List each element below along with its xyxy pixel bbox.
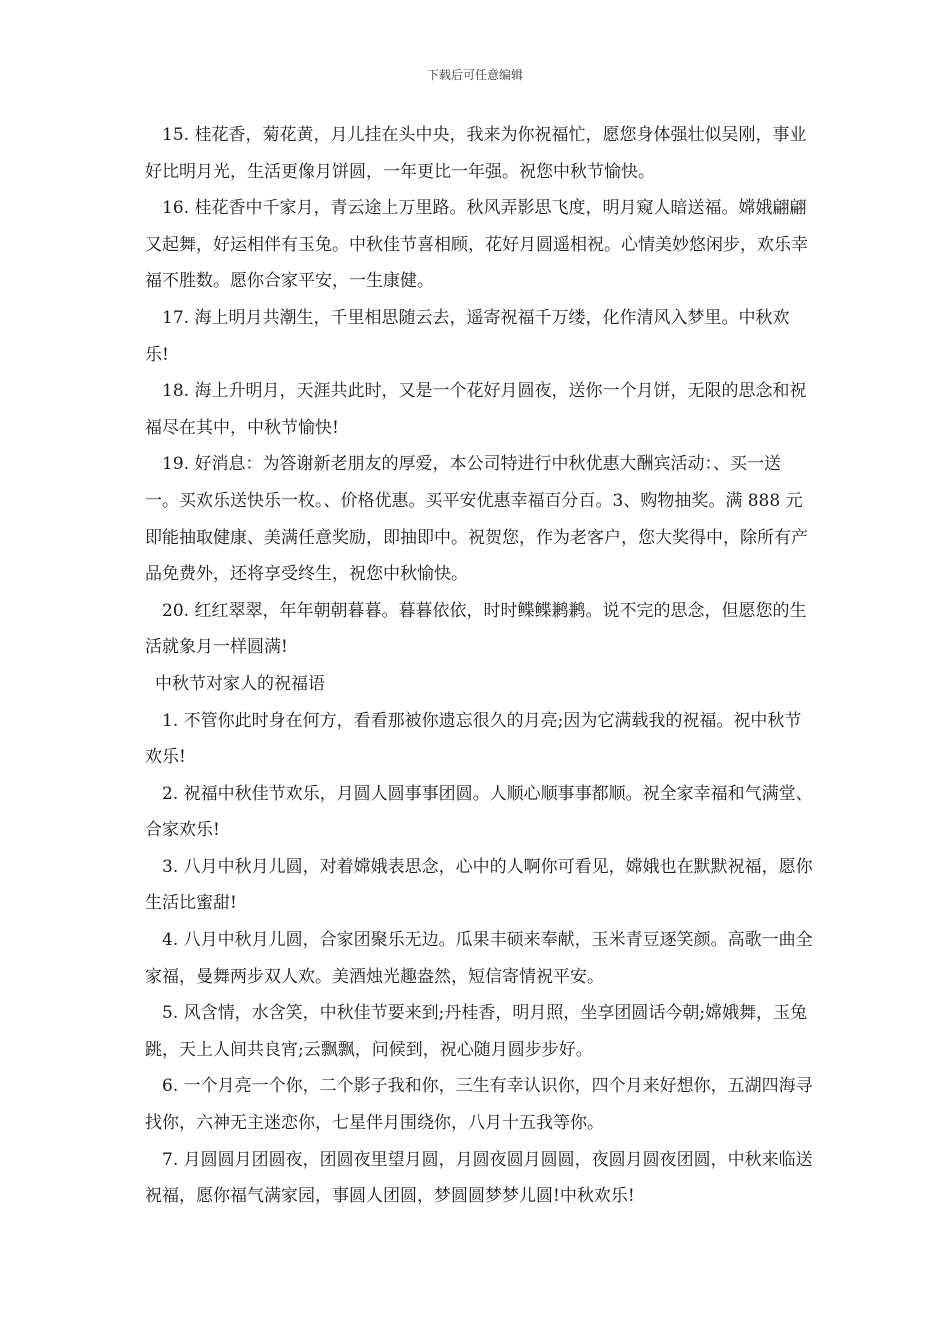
family-greeting-4: 4. 八月中秋月儿圆，合家团聚乐无边。瓜果丰硕来奉献，玉米青豆逐笑颜。高歌一曲全家福，曼舞两步双人欢。美酒烛光趣盎然，短信寄情祝平安。	[145, 930, 813, 987]
page-header: 下载后可任意编辑	[426, 68, 523, 82]
section-title: 中秋节对家人的祝福语	[155, 673, 325, 694]
paragraph-17: 17. 海上明月共潮生，千里相思随云去，遥寄祝福千万缕，化作清风入梦里。中秋欢乐!	[145, 307, 790, 365]
paragraph-15: 15. 桂花香，菊花黄，月儿挂在头中央，我来为你祝福忙，愿您身体强壮似吴刚，事业好比明月光，生活更像月饼圆，一年更比一年强。祝您中秋节愉快。	[145, 125, 807, 182]
family-greeting-5: 5. 风含情，水含笑，中秋佳节要来到;丹桂香，明月照，坐享团圆话今朝;嫦娥舞，玉兔跳，天上人间共良宵;云飘飘，问候到，祝心随月圆步步好。	[145, 1003, 808, 1060]
family-greeting-7: 7. 月圆圆月团圆夜，团圆夜里望月圆，月圆夜圆月圆圆，夜圆月圆夜团圆，中秋来临送祝福，愿你福气满家园，事圆人团圆，梦圆圆梦梦儿圆!中秋欢乐!	[145, 1149, 813, 1207]
family-greeting-1: 1. 不管你此时身在何方，看看那被你遗忘很久的月亮;因为它满载我的祝福。祝中秋节欢乐!	[145, 710, 802, 768]
family-greeting-3: 3. 八月中秋月儿圆，对着嫦娥表思念，心中的人啊你可看见，嫦娥也在默默祝福，愿你生活比蜜甜!	[145, 856, 813, 914]
paragraph-19: 19. 好消息：为答谢新老朋友的厚爱，本公司特进行中秋优惠大酬宾活动：、买一送一。买欢乐送快乐一枚。、价格优惠。买平安优惠幸福百分百。3、购物抽奖。满 888 元即能抽取健康、美满任意奖励，即抽即中。祝贺您，作为老客户，您大奖得中，除所有产品免费外，还将享受终生，祝您中秋愉快。	[145, 454, 808, 585]
paragraph-20: 20. 红红翠翠，年年朝朝暮暮。暮暮依依，时时鲽鲽鹣鹣。说不完的思念，但愿您的生活就象月一样圆满!	[145, 600, 807, 658]
paragraph-16: 16. 桂花香中千家月，青云途上万里路。秋风弄影思飞度，明月窥人暗送福。嫦娥翩翩又起舞，好运相伴有玉兔。中秋佳节喜相顾，花好月圆遥相祝。心情美妙悠闲步，欢乐幸福不胜数。愿你合家平安，一生康健。	[145, 198, 808, 292]
family-greeting-2: 2. 祝福中秋佳节欢乐，月圆人圆事事团圆。人顺心顺事事都顺。祝全家幸福和气满堂、合家欢乐!	[145, 783, 813, 841]
family-greeting-6: 6. 一个月亮一个你，二个影子我和你，三生有幸认识你，四个月来好想你，五湖四海寻找你，六神无主迷恋你，七星伴月围绕你，八月十五我等你。	[145, 1076, 813, 1134]
paragraph-18: 18. 海上升明月，天涯共此时，又是一个花好月圆夜，送你一个月饼，无限的思念和祝福尽在其中，中秋节愉快!	[145, 381, 807, 438]
document-body	[145, 117, 813, 1215]
